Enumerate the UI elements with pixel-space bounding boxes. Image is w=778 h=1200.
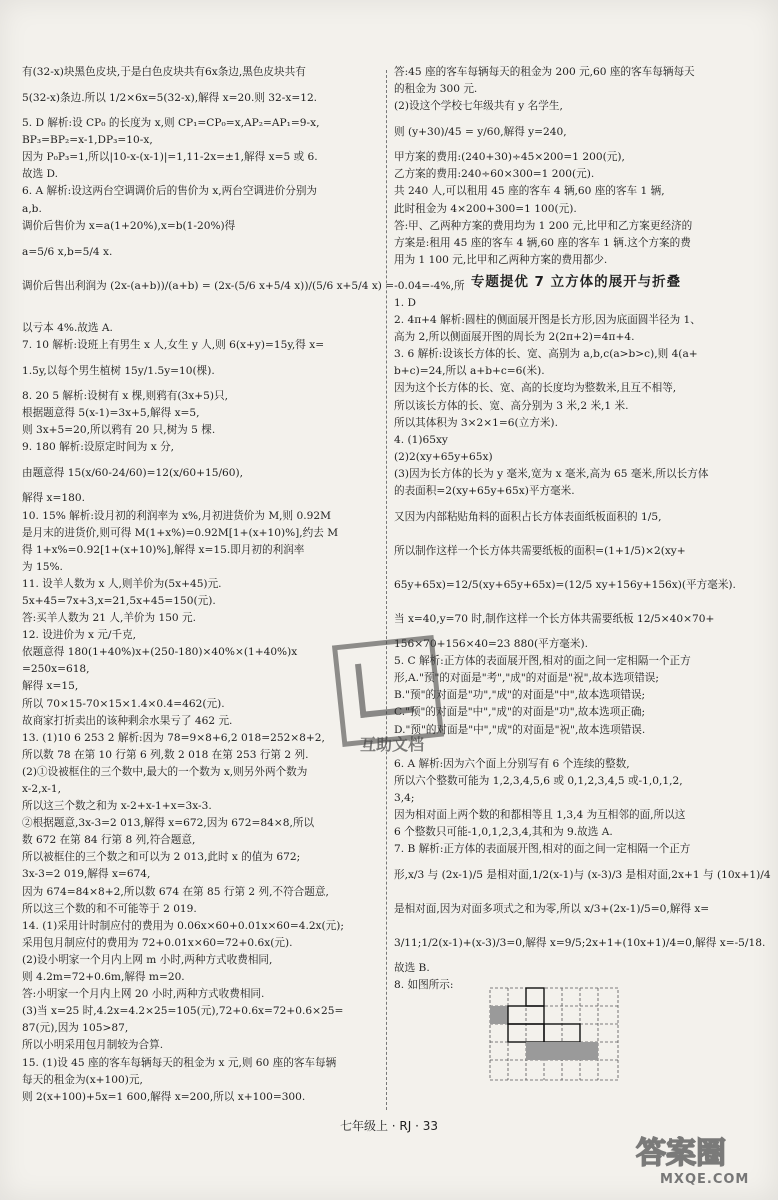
text-line: 调价后售出利润为 (2x-(a+b))/(a+b) = (2x-(5/6 x+5/4 x))/(5/6 x+5/4 x) =-0.04=-4%,所: [22, 279, 465, 292]
text-line: 有(32-x)块黑色皮块,于是白色皮块共有6x条边,黑色皮块共有: [22, 66, 306, 78]
text-line: 为 15%.: [22, 560, 63, 573]
text-line: 方案是:租用 45 座的客车 4 辆,60 座的客车 1 辆.这个方案的费: [394, 236, 691, 249]
text-line: 所以这三个数之和为 x-2+x-1+x=3x-3.: [22, 800, 212, 813]
text-line: 共 240 人,可以租用 45 座的客车 4 辆,60 座的客车 1 辆,: [394, 185, 665, 198]
text-line: 3,4;: [394, 791, 415, 804]
shaded-cell: [490, 1006, 508, 1024]
text-line: BP₃=BP₂=x-1,DP₃=10-x,: [22, 134, 153, 147]
text-line: 依题意得 180(1+40%)x+(250-180)×40%×(1+40%)x: [22, 646, 298, 659]
text-line: 因为这个长方体的长、宽、高的长度均为整数米,且互不相等,: [394, 382, 677, 395]
text-line: 答:甲、乙两种方案的费用均为 1 200 元,比甲和乙方案更经济的: [394, 219, 693, 232]
text-line: 因为 674=84×8+2,所以数 674 在第 85 行第 2 列,不符合题意,: [22, 885, 329, 898]
text-line: a=5/6 x,b=5/4 x.: [22, 245, 113, 258]
text-line: 8. 20 5 解析:设树有 x 棵,则鸦有(3x+5)只,: [22, 390, 228, 403]
text-line: 答:45 座的客车每辆每天的租金为 200 元,60 座的客车每辆每天: [394, 66, 695, 78]
text-line: 此时租金为 4×200+300=1 100(元).: [394, 202, 577, 215]
text-line: 所以被框住的三个数之和可以为 2 013,此时 x 的值为 672;: [22, 851, 301, 864]
text-line: 12. 设进价为 x 元/千克,: [22, 629, 137, 642]
text-line: 7. 10 解析:设班上有男生 x 人,女生 y 人,则 6(x+y)=15y,得 x=: [22, 338, 325, 351]
text-line: 3. 6 解析:设该长方体的长、宽、高别为 a,b,c(a>b>c),则 4(a+: [394, 348, 698, 361]
text-line: 是相对面,因为对面多项式之和为零,所以 x/3+(2x-1)/5=0,解得 x=: [394, 903, 710, 916]
text-line: 所以小明采用包月制较为合算.: [22, 1039, 164, 1052]
page-footer: 七年级上 · RJ · 33: [339, 1119, 439, 1133]
text-line: 2. 4π+4 解析:圆柱的侧面展开图是长方形,因为底面圆半径为 1、: [394, 314, 701, 327]
text-line: 的租金为 300 元.: [394, 83, 478, 96]
text-line: 则 2(x+100)+5x=1 600,解得 x=200,所以 x+100=300.: [22, 1090, 306, 1103]
text-line: 6. A 解析:设这两台空调调价后的售价为 x,两台空调进价分别为: [22, 185, 318, 198]
text-line: 乙方案的费用:240÷60×300=1 200(元).: [394, 168, 595, 181]
text-line: 形,x/3 与 (2x-1)/5 是相对面,1/2(x-1)与 (x-3)/3 是相对面,2x+1 与 (10x+1)/4: [394, 869, 771, 882]
text-line: (3)因为长方体的长为 y 毫米,宽为 x 毫米,高为 65 毫米,所以长方体: [394, 467, 709, 480]
text-line: (2)设小明家一个月内上网 m 小时,两种方式收费相同,: [22, 953, 273, 966]
text-line: 5x+45=7x+3,x=21,5x+45=150(元).: [22, 594, 216, 607]
text-line: 当 x=40,y=70 时,制作这样一个长方体共需要纸板 12/5×40×70+: [394, 613, 715, 626]
text-line: 所以该长方体的长、宽、高分别为 3 米,2 米,1 米.: [394, 399, 629, 412]
text-line: 得 1+x%=0.92[1+(x+10)%],解得 x=15.即月初的利润率: [22, 543, 305, 556]
text-line: 答:买羊人数为 21 人,羊价为 150 元.: [22, 612, 197, 625]
text-line: 根据题意得 5(x-1)=3x+5,解得 x=5,: [22, 407, 200, 420]
column-divider: [386, 70, 387, 1110]
corner-watermark: 答案圈: [636, 1136, 726, 1171]
text-line: (2)2(xy+65y+65x): [394, 450, 493, 463]
text-line: 所以这三个数的和不可能等于 2 019.: [22, 902, 197, 915]
text-line: 1. D: [394, 296, 416, 309]
text-line: 因为 P₀P₃=1,所以|10-x-(x-1)|=1,11-2x=±1,解得 x=5 或 6.: [22, 151, 318, 164]
text-line: 的表面积=2(xy+65y+65x)平方毫米.: [394, 484, 575, 497]
text-line: 解得 x=15,: [22, 680, 79, 693]
text-line: 所以 70×15-70×15×1.4×0.4=462(元).: [22, 697, 225, 710]
text-line: b+c)=24,所以 a+b+c=6(米).: [394, 365, 545, 378]
text-line: 3/11;1/2(x-1)+(x-3)/3=0,解得 x=9/5;2x+1+(10x+1)/4=0,解得 x=-5/18.: [394, 937, 766, 950]
text-line: 7. B 解析:正方体的表面展开图,相对的面之间一定相隔一个正方: [394, 843, 691, 856]
text-line: 则 4.2m=72+0.6m,解得 m=20.: [22, 971, 185, 984]
text-line: 高为 2,所以侧面展开图的周长为 2(2π+2)=4π+4.: [394, 331, 635, 344]
text-line: 用为 1 100 元,比甲和乙两种方案的费用都少.: [394, 253, 608, 266]
text-line: 3x-3=2 019,解得 x=674,: [22, 868, 151, 881]
text-line: 15. (1)设 45 座的客车每辆每天的租金为 x 元,则 60 座的客车每辆: [22, 1056, 337, 1069]
text-line: 由题意得 15(x/60-24/60)=12(x/60+15/60),: [22, 467, 244, 480]
text-line: 甲方案的费用:(240+30)÷45×200=1 200(元),: [394, 151, 625, 164]
text-line: 156×70+156×40=23 880(平方毫米).: [394, 638, 588, 651]
shaded-cell: [562, 1042, 598, 1060]
cube-net-svg: [490, 988, 618, 1080]
text-line: 9. 180 解析:设原定时间为 x 分,: [22, 441, 175, 454]
text-line: D."预"的对面是"中","成"的对面是"祝",故本选项错误.: [394, 723, 646, 736]
text-line: 以亏本 4%.故选 A.: [22, 321, 113, 334]
text-line: 所以其体积为 3×2×1=6(立方米).: [394, 416, 558, 429]
text-line: 所以六个整数可能为 1,2,3,4,5,6 或 0,1,2,3,4,5 或-1,0,1,2,: [394, 774, 683, 787]
text-line: (3)当 x=25 时,4.2x=4.2×25=105(元),72+0.6x=72+0.6×25=: [22, 1005, 344, 1018]
text-line: (2)①设被框住的三个数中,最大的一个数为 x,则另外两个数为: [22, 765, 308, 778]
text-line: 所以数 78 在第 10 行第 6 列,数 2 018 在第 253 行第 2 列.: [22, 748, 309, 761]
text-line: 则 (y+30)/45 = y/60,解得 y=240,: [394, 126, 567, 139]
text-line: 8. 如图所示:: [394, 979, 454, 992]
text-line: ②根据题意,3x-3=2 013,解得 x=672,因为 672=84×8,所以: [22, 817, 315, 830]
cube-net-figure: [490, 988, 618, 1080]
text-line: 则 3x+5=20,所以鸦有 20 只,树为 5 棵.: [22, 424, 216, 437]
text-line: 采用包月制应付的费用为 72+0.01x×60=72+0.6x(元).: [22, 936, 293, 949]
text-line: 解得 x=180.: [22, 492, 85, 505]
text-line: 6 个整数只可能-1,0,1,2,3,4,其和为 9.故选 A.: [394, 826, 613, 839]
section-title: 专题提优 7 立方体的展开与折叠: [470, 273, 682, 290]
text-line: 数 672 在第 84 行第 8 列,符合题意,: [22, 834, 196, 847]
text-line: 又因为内部粘贴角料的面积占长方体表面纸板面积的 1/5,: [394, 511, 662, 524]
text-line: 故选 B.: [394, 962, 430, 975]
text-line: 故选 D.: [22, 168, 59, 181]
shaded-cell: [526, 1042, 562, 1060]
text-line: a,b.: [22, 202, 42, 215]
text-line: 调价后售价为 x=a(1+20%),x=b(1-20%)得: [22, 219, 236, 232]
text-line: 1.5y,以每个男生植树 15y/1.5y=10(棵).: [22, 365, 215, 378]
text-line: [22, 303, 384, 320]
text-line: 4. (1)65xy: [394, 433, 448, 446]
text-line: 14. (1)采用计时制应付的费用为 0.06x×60+0.01x×60=4.2x(元);: [22, 919, 344, 932]
text-line: 13. (1)10 6 253 2 解析:因为 78=9×8+6,2 018=252×8+2,: [22, 731, 325, 744]
text-line: x-2,x-1,: [22, 783, 61, 795]
text-line: [394, 739, 758, 756]
right-column: [394, 64, 771, 994]
text-line: 5(32-x)条边.所以 1/2×6x=5(32-x),解得 x=20.则 32-x=12.: [22, 92, 318, 105]
text-line: 65y+65x)=12/5(xy+65y+65x)=(12/5 xy+156y+156x)(平方毫米).: [394, 579, 736, 592]
text-line: 答:小明家一个月内上网 20 小时,两种方式收费相同.: [22, 988, 265, 1001]
text-line: 6. A 解析:因为六个面上分别写有 6 个连续的整数,: [394, 757, 630, 770]
text-line: 87(元),因为 105>87,: [22, 1022, 129, 1035]
text-line: 所以制作这样一个长方体共需要纸板的面积=(1+1/5)×2(xy+: [394, 545, 686, 558]
corner-watermark-url: MXQE.COM: [660, 1172, 750, 1187]
text-line: =250x=618,: [22, 663, 90, 676]
text-line: B."预"的对面是"功","成"的对面是"中",故本选项错误;: [394, 689, 646, 702]
text-line: (2)设这个学校七年级共有 y 名学生,: [394, 100, 563, 113]
text-line: 5. C 解析:正方体的表面展开图,相对的面之间一定相隔一个正方: [394, 655, 691, 668]
text-line: 5. D 解析:设 CP₀ 的长度为 x,则 CP₁=CP₀=x,AP₂=AP₁=9-x,: [22, 117, 320, 130]
watermark-logo: [332, 635, 444, 747]
text-line: 10. 15% 解析:设月初的利润率为 x%,月初进货价为 M,则 0.92M: [22, 509, 331, 522]
text-line: C."预"的对面是"中","成"的对面是"功",故本选项正确;: [394, 706, 646, 719]
text-line: 形,A."预"的对面是"考","成"的对面是"祝",故本选项错误;: [394, 672, 659, 685]
text-line: 每天的租金为(x+100)元,: [22, 1073, 143, 1086]
watermark-text: 互助文档: [360, 735, 425, 754]
text-line: 故商家打折卖出的该种剩余水果亏了 462 元.: [22, 714, 233, 727]
text-line: 是月末的进货价,则可得 M(1+x%)=0.92M[1+(x+10)%],约去 M: [22, 526, 339, 539]
text-line: 11. 设羊人数为 x 人,则羊价为(5x+45)元.: [22, 577, 222, 590]
text-line: 因为相对面上两个数的和都相等且 1,3,4 为互相邻的面,所以这: [394, 809, 686, 821]
